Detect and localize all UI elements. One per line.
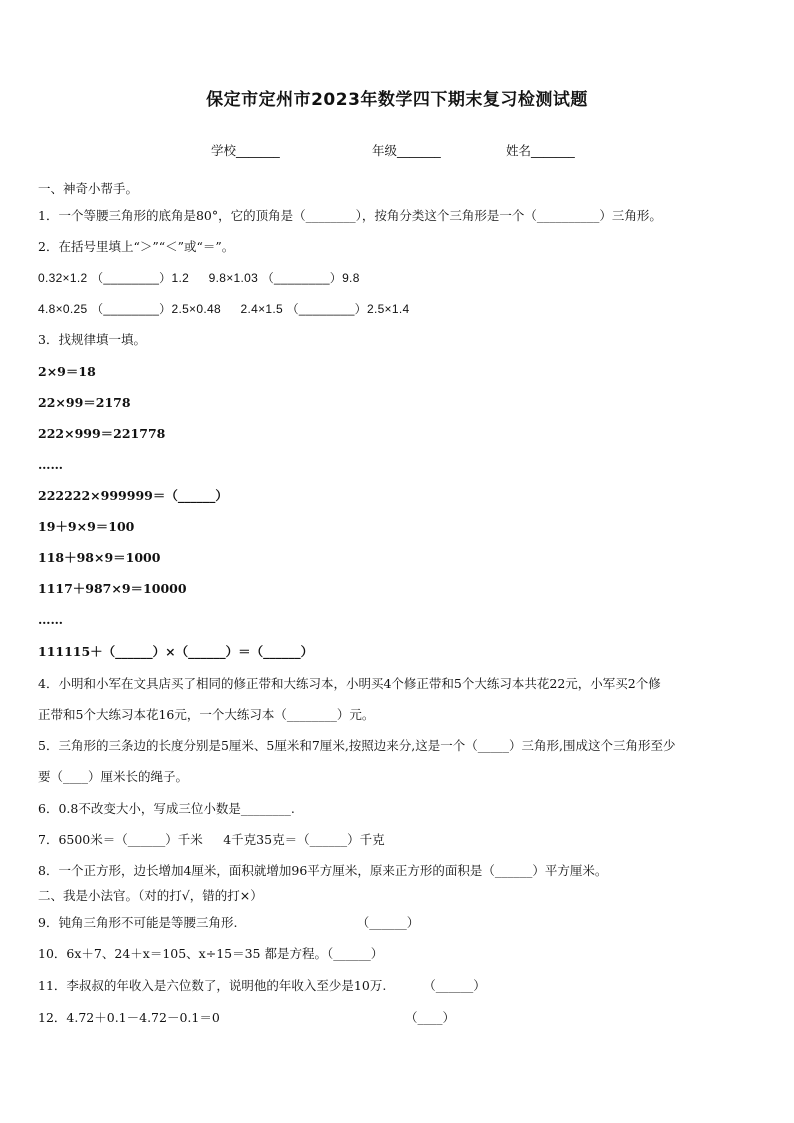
question-7: 7．6500米＝（______）千米 4千克35克＝（______）千克 [38, 832, 385, 847]
question-11: 11．李叔叔的年收入是六位数了，说明他的年收入至少是10万. （______） [38, 978, 486, 993]
question-4: 4．小明和小军在文具店买了相同的修正带和大练习本，小明买4个修正带和5个大练习本共花22元，小军买2个修 [38, 676, 661, 691]
name-field: 姓名_______ [506, 143, 575, 158]
question-8: 8．一个正方形，边长增加4厘米，面积就增加96平方厘米，原来正方形的面积是（______）平方厘米。 [38, 863, 608, 878]
question-5: 5．三角形的三条边的长度分别是5厘米、5厘米和7厘米,按照边来分,这是一个（_____）三角形,围成这个三角形至少 [38, 738, 676, 753]
section-1-heading: 一、神奇小帮手。 [38, 181, 139, 196]
pattern-question: 222222×999999＝（______） [38, 488, 228, 503]
question-1: 1．一个等腰三角形的底角是80°，它的顶角是（________），按角分类这个三角形是一个（__________）三角形。 [38, 208, 662, 223]
section-2-heading: 二、我是小法官。（对的打√，错的打×） [38, 888, 263, 903]
pattern-line: 2×9＝18 [38, 364, 96, 379]
pattern-line: 118＋98×9＝1000 [38, 550, 161, 565]
question-5-cont: 要（____）厘米长的绳子。 [38, 769, 189, 784]
grade-field: 年级_______ [372, 143, 441, 158]
question-10: 10．6x＋7、24＋x＝105、x÷15＝35 都是方程。（______） [38, 946, 384, 961]
pattern-question: 111115＋（______）×（______）＝（______） [38, 644, 314, 659]
question-6: 6．0.8不改变大小，写成三位小数是________. [38, 801, 295, 816]
ellipsis-line: …… [38, 612, 63, 627]
pattern-line: 22×99＝2178 [38, 395, 131, 410]
question-12: 12．4.72＋0.1－4.72－0.1＝0 （____） [38, 1010, 455, 1025]
question-2: 2．在括号里填上“＞”“＜”或“＝”。 [38, 239, 235, 254]
page-title: 保定市定州市2023年数学四下期末复习检测试题 [206, 90, 588, 110]
pattern-line: 222×999＝221778 [38, 426, 166, 441]
question-4-cont: 正带和5个大练习本花16元，一个大练习本（________）元。 [38, 707, 375, 722]
pattern-line: 19＋9×9＝100 [38, 519, 135, 534]
student-info-row [0, 141, 794, 159]
ellipsis-line: …… [38, 457, 63, 472]
question-3: 3．找规律填一填。 [38, 332, 146, 347]
pattern-line: 1117＋987×9＝10000 [38, 581, 187, 596]
question-2-row-2: 4.8×0.25 （________）2.5×0.48 2.4×1.5 （________）2.5×1.4 [38, 302, 410, 316]
question-9: 9．钝角三角形不可能是等腰三角形. （______） [38, 915, 420, 930]
school-field: 学校_______ [211, 143, 280, 158]
question-2-row-1: 0.32×1.2 （________）1.2 9.8×1.03 （________）9.8 [38, 271, 360, 285]
